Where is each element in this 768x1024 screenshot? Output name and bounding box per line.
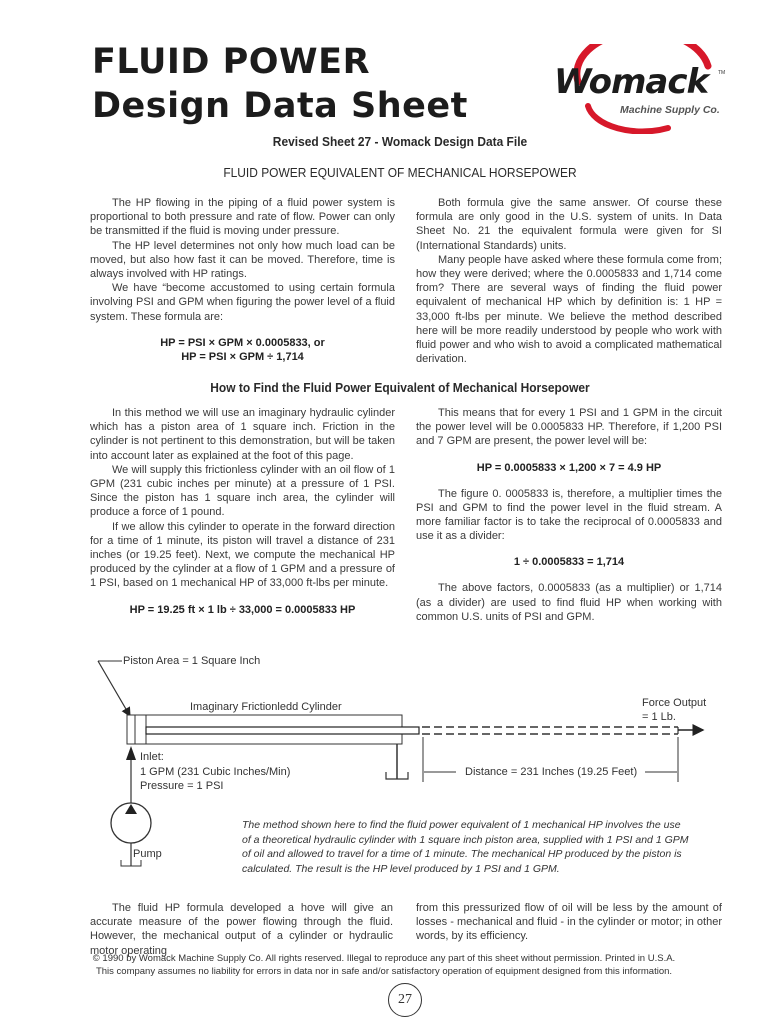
paragraph: The above factors, 0.0005833 (as a multiplier) or 1,714 (as a divider) are used to find fluid HP when working with common U.S. units of PSI and GPM. [416,582,722,623]
paragraph: The fluid HP formula developed a hove will give an accurate measure of the power flowing through the fluid. However, the mechanical output of a cylinder or hydraulic motor operating [90,902,393,957]
paragraph: In this method we will use an imaginary hydraulic cylinder which has a piston area of 1 square inch. Friction in the cylinder is not pertinent to this demonstration, but will be taken into account later as explained at the foot of this page. [90,407,395,462]
piston-area-label: Piston Area = 1 Square Inch [123,655,261,667]
womack-logo [548,44,738,134]
title-line-1: FLUID POWER [92,42,371,82]
formula: 1 ÷ 0.0005833 = 1,714 [513,556,625,569]
paragraph: If we allow this cylinder to operate in the forward direction for a time of 1 minute, its piston will travel a distance of 231 inches (or 19.25 feet). Next, we compute the mechanical HP produced by the cylinder at a flow of 1 GPM and a pressure of 1 PSI, based on 1 mechanical HP of 33,000 ft-lbs per minute. [90,520,395,590]
logo-trademark: TM [718,70,726,76]
formula: HP = PSI × GPM × 0.0005833, or [160,336,325,349]
paragraph: This means that for every 1 PSI and 1 GPM in the circuit the power level will be 0.0005833 HP. Therefore, if 1,200 PSI and 7 GPM are present, the power level will be: [416,407,722,448]
inlet-label: Inlet: [140,751,164,763]
copyright-line-1: © 1990 by Womack Machine Supply Co. All rights reserved. Illegal to reproduce any part of this sheet without permission. Printed in U.S.A. [92,953,676,964]
section-1-heading: FLUID POWER EQUIVALENT OF MECHANICAL HORSEPOWER [223,165,577,180]
paragraph: Many people have asked where these formula come from; how they were derived; where the 0.0005833 and 1,714 come from? There are several ways of finding the fluid power equivalent of mechanical HP which by definition is: 1 HP = 33,000 ft-lbs per minute. We believe the method described here will be more readily understood by people who work with fluid power and who wish to avoid a complicated mathematical derivation. [416,253,722,366]
section-1-left-column [90,196,395,364]
section-1-right-column [416,196,722,366]
paragraph: Both formula give the same answer. Of course these formula are only good in the U.S. system of units. In Data Sheet No. 21 the equivalent formula were given for SI (International Standards) units. [416,197,722,252]
paragraph: from this pressurized flow of oil will be less by the amount of losses - mechanical and fluid - in the cylinder or motor; in other words, by its efficiency. [416,902,722,943]
formula: HP = PSI × GPM ÷ 1,714 [181,350,304,363]
page-number: 27 [388,983,422,1017]
logo-tagline: Machine Supply Co. [620,104,720,116]
paragraph: The HP level determines not only how much load can be moved, but also how fast it can be moved. Therefore, time is always involved with HP ratings. [90,239,395,281]
formula: HP = 0.0005833 × 1,200 × 7 = 4.9 HP [476,461,662,474]
force-output-label: Force Output [642,697,707,709]
page-title [92,40,468,128]
sheet-subtitle: Revised Sheet 27 - Womack Design Data File [272,134,528,149]
cylinder-label: Imaginary Frictionledd Cylinder [190,701,342,713]
section-2-heading: How to Find the Fluid Power Equivalent of Mechanical Horsepower [210,380,590,395]
inlet-pressure-label: Pressure = 1 PSI [140,780,224,792]
paragraph: We have “become accustomed to using certain formula involving PSI and GPM when figuring the power level of a fluid system. These formula are: [90,282,395,323]
pump-label: Pump [133,848,162,860]
formula: HP = 19.25 ft × 1 lb ÷ 33,000 = 0.0005833 HP [129,603,356,616]
logo-brand: Womack [554,62,709,102]
paragraph: The HP flowing in the piping of a fluid power system is proportional to both pressure and rate of flow. Power can only be transmitted if the fluid is moving under pressure. [90,197,395,238]
section-2-right-column [416,406,722,624]
paragraph: The figure 0. 0005833 is, therefore, a multiplier times the PSI and GPM to find the power level in the fluid stream. A more familiar factor is to take the reciprocal of 0.0005833 and use it as a divider: [416,487,722,543]
inlet-flow-label: 1 GPM (231 Cubic Inches/Min) [140,766,291,778]
title-line-2: Design Data Sheet [92,86,468,126]
diagram-caption: The method shown here to find the fluid power equivalent of 1 mechanical HP involves the use of a theoretical hydraulic cylinder with 1 square inch piston area, supplied with 1 PSI and 1 GPM of oil and allowed to travel for a time of 1 minute. The mechanical HP produced by the piston is calculated. The result is the HP level produced by 1 PSI and 1 GPM. [242,819,689,875]
copyright-line-2: This company assumes no liability for errors in data nor in safe and/or satisfactory operation of equipment designed from this information. [95,966,673,977]
closing-left-column [90,901,393,958]
closing-right-column [416,901,722,944]
paragraph: We will supply this frictionless cylinder with an oil flow of 1 GPM (231 cubic inches per minute) at a pressure of 1 PSI. Since the piston has 1 square inch area, the cylinder will produce a force of 1 pound. [90,463,395,519]
copyright-notice [0,952,768,978]
force-output-value: = 1 Lb. [642,711,676,723]
distance-label: Distance = 231 Inches (19.25 Feet) [465,766,638,778]
section-2-left-column [90,406,395,617]
